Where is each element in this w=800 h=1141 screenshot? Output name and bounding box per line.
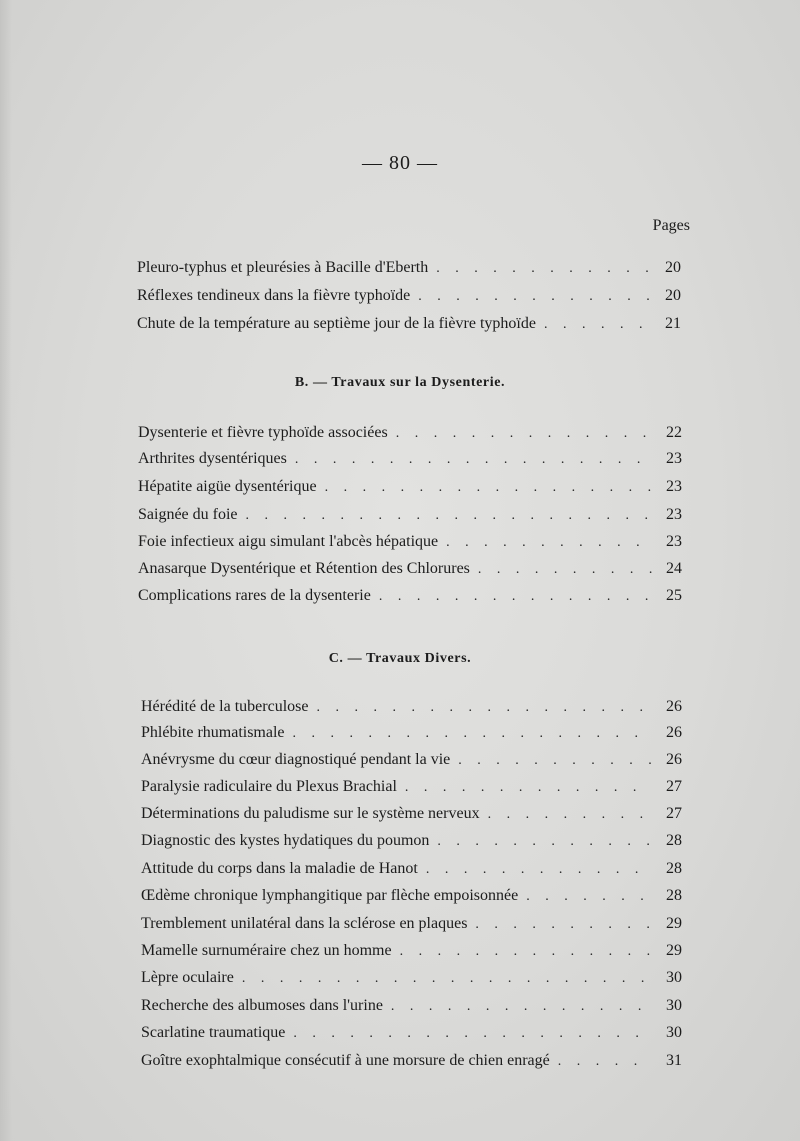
dot-leader xyxy=(316,696,652,720)
toc-entry xyxy=(138,557,682,581)
dot-leader xyxy=(544,313,651,337)
toc-entry xyxy=(141,966,682,990)
entry-page-number: 31 xyxy=(666,1052,682,1069)
entry-title: Déterminations du paludisme sur le système nerveux xyxy=(141,805,480,822)
section-heading-dysentery: B. — Travaux sur la Dysenterie. xyxy=(294,375,506,390)
pages-column-label: Pages xyxy=(652,217,690,234)
dot-leader xyxy=(526,885,652,909)
section-heading-divers: C. — Travaux Divers. xyxy=(328,651,472,666)
entry-page-number: 26 xyxy=(666,751,682,768)
entry-page-number: 28 xyxy=(666,832,682,849)
toc-entry xyxy=(141,721,682,745)
dot-leader xyxy=(436,257,651,281)
toc-entry xyxy=(141,829,682,853)
entry-title: Anasarque Dysentérique et Rétention des Chlorures xyxy=(138,560,470,577)
toc-entry xyxy=(141,1049,682,1073)
toc-entry xyxy=(141,884,682,908)
entry-page-number: 30 xyxy=(666,1024,682,1041)
dot-leader xyxy=(295,448,652,472)
toc-entry xyxy=(138,503,682,527)
entry-title: Foie infectieux aigu simulant l'abcès hépatique xyxy=(138,533,439,550)
toc-entry xyxy=(141,695,682,719)
toc-entry xyxy=(141,857,682,881)
entry-page-number: 27 xyxy=(666,778,682,795)
entry-page-number: 26 xyxy=(666,724,682,741)
toc-entry xyxy=(137,312,681,336)
entry-title: Diagnostic des kystes hydatiques du poumon xyxy=(141,832,430,849)
entry-title: Goître exophtalmique consécutif à une morsure de chien enragé xyxy=(141,1052,550,1069)
entry-title: Hérédité de la tuberculose xyxy=(141,698,309,715)
entry-title: Dysenterie et fièvre typhoïde associées xyxy=(138,424,388,441)
dot-leader xyxy=(396,422,652,446)
dot-leader xyxy=(293,722,652,746)
toc-entry xyxy=(141,775,682,799)
dot-leader xyxy=(405,776,652,800)
entry-title: Recherche des albumoses dans l'urine xyxy=(141,997,383,1014)
entry-title: Complications rares de la dysenterie xyxy=(138,587,371,604)
toc-entry xyxy=(137,284,681,308)
dot-leader xyxy=(246,504,652,528)
dot-leader xyxy=(379,585,652,609)
entry-page-number: 29 xyxy=(666,915,682,932)
toc-entry xyxy=(138,447,682,471)
entry-title: Arthrites dysentériques xyxy=(138,450,287,467)
entry-title: Attitude du corps dans la maladie de Hanot xyxy=(141,860,418,877)
toc-entry xyxy=(137,256,681,280)
dot-leader xyxy=(293,1022,652,1046)
entry-title: Saignée du foie xyxy=(138,506,238,523)
toc-entry xyxy=(138,584,682,608)
entry-page-number: 23 xyxy=(666,478,682,495)
entry-page-number: 23 xyxy=(666,533,682,550)
entry-page-number: 23 xyxy=(666,450,682,467)
entry-title: Chute de la température au septième jour de la fièvre typhoïde xyxy=(137,315,536,332)
dot-leader xyxy=(475,913,652,937)
entry-title: Tremblement unilatéral dans la sclérose en plaques xyxy=(141,915,468,932)
dot-leader xyxy=(437,830,652,854)
entry-page-number: 21 xyxy=(665,315,681,332)
entry-page-number: 30 xyxy=(666,997,682,1014)
toc-entry xyxy=(141,994,682,1018)
entry-title: Paralysie radiculaire du Plexus Brachial xyxy=(141,778,397,795)
toc-entry xyxy=(141,939,682,963)
entry-title: Pleuro-typhus et pleurésies à Bacille d'Eberth xyxy=(137,259,429,276)
toc-entry xyxy=(141,802,682,826)
dot-leader xyxy=(458,749,652,773)
entry-title: Œdème chronique lymphangitique par flèche empoisonnée xyxy=(141,887,519,904)
entry-page-number: 20 xyxy=(665,259,681,276)
toc-entry xyxy=(138,530,682,554)
toc-entry xyxy=(141,748,682,772)
dot-leader xyxy=(400,940,652,964)
toc-entry xyxy=(141,1021,682,1045)
toc-entry xyxy=(138,475,682,499)
dot-leader xyxy=(426,858,652,882)
entry-title: Mamelle surnuméraire chez un homme xyxy=(141,942,392,959)
entry-title: Lèpre oculaire xyxy=(141,969,234,986)
dot-leader xyxy=(558,1050,652,1074)
entry-title: Anévrysme du cœur diagnostiqué pendant la vie xyxy=(141,751,451,768)
dot-leader xyxy=(391,995,652,1019)
dot-leader xyxy=(488,803,652,827)
entry-page-number: 22 xyxy=(666,424,682,441)
entry-page-number: 23 xyxy=(666,506,682,523)
entry-page-number: 24 xyxy=(666,560,682,577)
toc-entry xyxy=(138,421,682,445)
entry-title: Réflexes tendineux dans la fièvre typhoïde xyxy=(137,287,411,304)
page-number: — 80 — xyxy=(362,152,438,174)
entry-page-number: 28 xyxy=(666,860,682,877)
entry-page-number: 28 xyxy=(666,887,682,904)
entry-page-number: 25 xyxy=(666,587,682,604)
entry-page-number: 30 xyxy=(666,969,682,986)
entry-title: Hépatite aigüe dysentérique xyxy=(138,478,317,495)
dot-leader xyxy=(446,531,652,555)
entry-page-number: 26 xyxy=(666,698,682,715)
dot-leader xyxy=(418,285,651,309)
toc-entry xyxy=(141,912,682,936)
entry-title: Scarlatine traumatique xyxy=(141,1024,286,1041)
dot-leader xyxy=(242,967,652,991)
entry-page-number: 20 xyxy=(665,287,681,304)
entry-page-number: 29 xyxy=(666,942,682,959)
entry-page-number: 27 xyxy=(666,805,682,822)
entry-title: Phlébite rhumatismale xyxy=(141,724,285,741)
dot-leader xyxy=(478,558,652,582)
dot-leader xyxy=(325,476,652,500)
